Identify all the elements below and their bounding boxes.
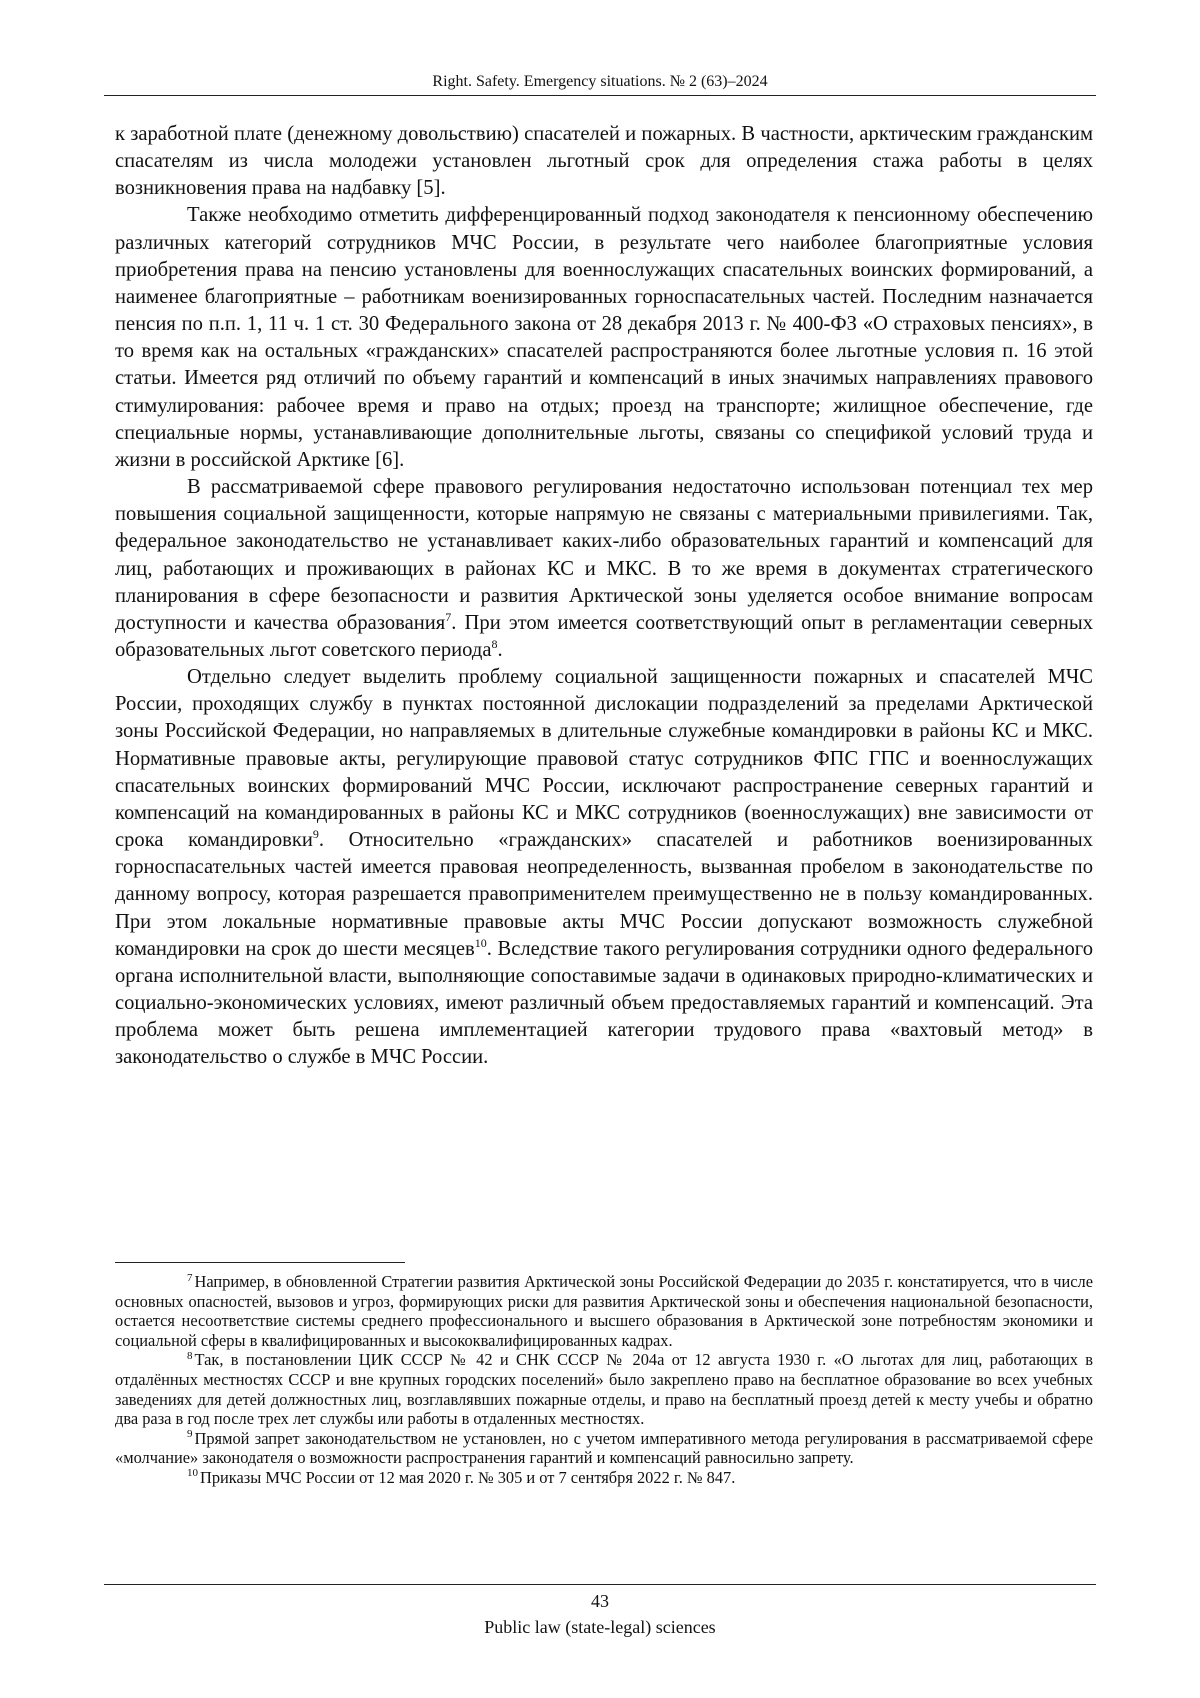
article-body [115,121,1093,1071]
footer-rule [104,1584,1096,1585]
footer-section-title: Public law (state-legal) sciences [484,1617,716,1637]
footnote-text-7: Например, в обновленной Стратегии развития Арктической зоны Российской Федерации до 2035 г. констатируется, что в числе основных опасностей, вызовов и угроз, формирующих риски для развития Арктической зоны и обеспечения национальной безопасности, остается несоответствие системы среднего профессионального и высшего образования в Арктической зоне потребностям экономики и социальной сферы в квалифицированных и высококвалифицированных кадрах. [115,1272,1093,1350]
paragraph-4-text-b: . Относительно «гражданских» спасателей и работников военизированных горноспасательных частей имеется правовая неопределенность, вызванная пробелом в законодательстве по данному вопросу, которая разрешается правоприменителем преимущественно не в пользу командированных. При этом локальные нормативные правовые акты МЧС России допускают возможность служебной командировки на срок до шести месяцев [115,829,1093,960]
footnote-7 [115,1272,1093,1350]
footnote-ref-8[interactable]: 8 [491,637,498,652]
paragraph-3-text-c: . [497,638,503,661]
paragraph-2: Также необходимо отметить дифференцированный подход законодателя к пенсионному обеспечению различных категорий сотрудников МЧС России, в результате чего наиболее благоприятные условия приобретения права на пенсию установлены для военнослужащих спасательных воинских формирований, а наименее благоприятные – работникам военизированных горноспасательных частей. Последним назначается пенсия по п.п. 1, 11 ч. 1 ст. 30 Федерального закона от 28 декабря 2013 г. № 400-ФЗ «О страховых пенсиях», в то время как на остальных «гражданских» спасателей распространяются более льготные условия п. 16 этой статьи. Имеется ряд отличий по объему гарантий и компенсаций в иных значимых направлениях правового стимулирования: рабочее время и право на отдых; проезд на транспорте; жилищное обеспечение, где специальные нормы, устанавливающие дополнительные льготы, связаны со спецификой условий труда и жизни в российской Арктике [6]. [115,204,1093,471]
footnote-ref-10[interactable]: 10 [474,935,487,950]
paragraph-4 [115,664,1093,1071]
footnote-number-7: 7 [187,1271,193,1284]
footnote-9 [115,1429,1093,1468]
footnote-number-9: 9 [187,1428,193,1441]
footnote-text-10: Приказы МЧС России от 12 мая 2020 г. № 305 и от 7 сентября 2022 г. № 847. [200,1467,736,1487]
footnote-number-10: 10 [187,1467,198,1480]
paragraph-4-text-c: . Вследствие такого регулирования сотрудники одного федерального органа исполнительной власти, выполняющие сопоставимые задачи в одинаковых природно-климатических и социально-экономических условиях, имеют различный объем предоставляемых гарантий и компенсаций. Эта проблема может быть решена имплементацией категории трудового права «вахтовый метод» в законодательство о службе в МЧС России. [115,937,1093,1069]
footnote-text-8: Так, в постановлении ЦИК СССР № 42 и СНК СССР № 204а от 12 августа 1930 г. «О льготах для лиц, работающих в отдалённых местностях СССР и вне крупных городских поселений» было закреплено право на бесплатное образование во всех учебных заведениях для детей должностных лиц, возглавлявших пожарные отделы, и право на бесплатный проезд детей к месту учебы и обратно два раза в год после трех лет службы или работы в отдаленных местностях. [115,1350,1093,1429]
footnote-separator [115,1262,405,1263]
page-number: 43 [591,1591,609,1611]
footnote-ref-7[interactable]: 7 [445,609,452,624]
footnote-ref-9[interactable]: 9 [312,827,319,842]
running-header: Right. Safety. Emergency situations. № 2 (63)–2024 [432,73,768,90]
footnote-number-8: 8 [187,1349,193,1362]
footnote-10 [115,1468,1093,1488]
header-rule [104,95,1096,96]
paragraph-3 [115,474,1093,664]
paragraph-1: к заработной плате (денежному довольствию) спасателей и пожарных. В частности, арктическим гражданским спасателям из числа молодежи установлен льготный срок для определения стажа работы в целях возникновения права на надбавку [5]. [115,123,1093,200]
paragraph-3-text-a: В рассматриваемой сфере правового регулирования недостаточно использован потенциал тех мер повышения социальной защищенности, которые напрямую не связаны с материальными привилегиями. Так, федеральное законодательство не устанавливает каких-либо образовательных гарантий и компенсаций для лиц, работающих и проживающих в районах КС и МКС. В то же время в документах стратегического планирования в сфере безопасности и развития Арктической зоны уделяется особое внимание вопросам доступности и качества образования [115,476,1093,634]
footnotes [115,1272,1093,1488]
footnote-8 [115,1350,1093,1428]
footnote-text-9: Прямой запрет законодательством не установлен, но с учетом императивного метода регулирования в рассматриваемой сфере «молчание» законодателя о возможности распространения гарантий и компенсаций равносильно запрету. [115,1428,1093,1468]
paragraph-4-text-a: Отдельно следует выделить проблему социальной защищенности пожарных и спасателей МЧС России, проходящих службу в пунктах постоянной дислокации подразделений за пределами Арктической зоны Российской Федерации, но направляемых в длительные служебные командировки в районы КС и МКС. Нормативные правовые акты, регулирующие правовой статус сотрудников ФПС ГПС и военнослужащих спасательных воинских формирований МЧС России, исключают распространение северных гарантий и компенсаций на командированных в районы КС и МКС сотрудников (военнослужащих) вне зависимости от срока командировки [115,666,1093,852]
paragraph-3-text-b: . При этом имеется соответствующий опыт в регламентации северных образовательных льгот советского периода [115,611,1093,661]
